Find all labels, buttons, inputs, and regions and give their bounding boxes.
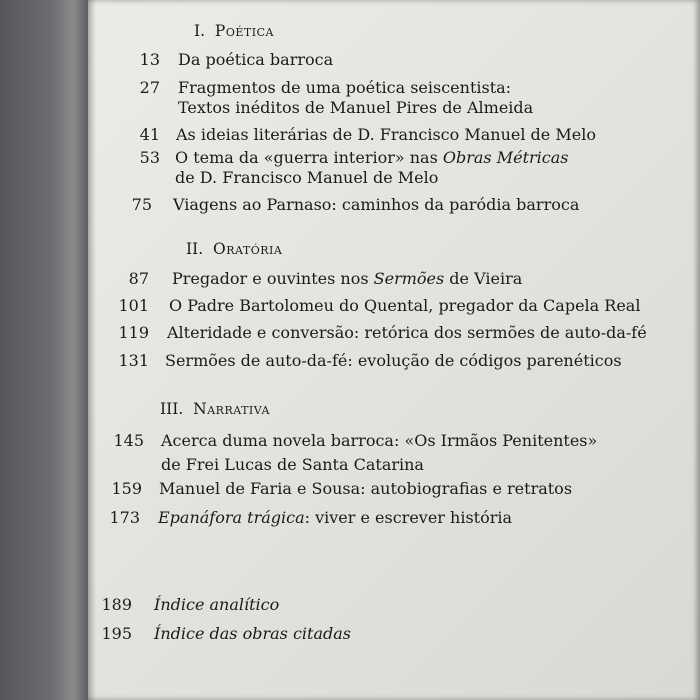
page-number: 195 — [101, 624, 132, 643]
page-number: 131 — [118, 351, 149, 370]
entry-title-text: : viver e escrever história — [304, 508, 513, 527]
entry-title: Manuel de Faria e Sousa: autobiografias e retratos — [159, 479, 573, 498]
entry-title-italic: Obras Métricas — [442, 148, 569, 167]
entry-title: Viagens ao Parnaso: caminhos da paródia barroca — [173, 195, 580, 214]
page-number: 101 — [118, 296, 149, 315]
entry-title-continued: de D. Francisco Manuel de Melo — [175, 168, 439, 187]
section-numeral: I. — [194, 22, 206, 40]
entry-title: Da poética barroca — [178, 50, 334, 69]
page-number: 189 — [101, 595, 132, 614]
section-heading-oratoria — [186, 240, 282, 258]
section-name: Poética — [214, 22, 274, 40]
entry-title: O Padre Bartolomeu do Quental, pregador da Capela Real — [169, 296, 641, 315]
page-number: 173 — [109, 508, 140, 527]
page-number: 27 — [139, 78, 160, 97]
entry-title: Índice analítico — [154, 595, 280, 614]
page-number: 13 — [139, 50, 160, 69]
entry-title-text: Pregador e ouvintes nos — [172, 269, 374, 288]
entry-title — [158, 508, 512, 528]
entry-title: Acerca duma novela barroca: «Os Irmãos Penitentes» — [161, 431, 598, 450]
entry-title-italic: Sermões — [373, 269, 445, 288]
page-number: 119 — [118, 323, 149, 342]
section-heading-poetica — [194, 22, 274, 40]
entry-title: Alteridade e conversão: retórica dos sermões de auto-da-fé — [167, 323, 647, 342]
entry-title — [172, 269, 522, 289]
entry-title: Índice das obras citadas — [154, 624, 351, 643]
entry-title-text: O tema da «guerra interior» nas — [175, 148, 443, 167]
page-number: 53 — [139, 148, 160, 167]
entry-title-continued: Textos inéditos de Manuel Pires de Almeida — [178, 98, 534, 117]
entry-title-continued: de Frei Lucas de Santa Catarina — [161, 455, 424, 474]
page-number: 41 — [139, 125, 160, 144]
page-number: 87 — [128, 269, 149, 288]
entry-title: Sermões de auto-da-fé: evolução de códigos parenéticos — [165, 351, 622, 370]
entry-title: As ideias literárias de D. Francisco Manuel de Melo — [176, 125, 596, 144]
entry-title: Fragmentos de uma poética seiscentista: — [178, 78, 512, 97]
section-name: Oratória — [213, 240, 283, 258]
entry-title-italic: Epanáfora trágica — [158, 508, 305, 527]
page-number: 75 — [131, 195, 152, 214]
page-number: 145 — [113, 431, 144, 450]
entry-title — [175, 148, 568, 168]
section-heading-narrativa — [160, 400, 270, 418]
section-numeral: III. — [160, 400, 184, 418]
page-number: 159 — [111, 479, 142, 498]
section-numeral: II. — [186, 240, 204, 258]
entry-title-text: de Vieira — [444, 269, 523, 288]
section-name: Narrativa — [193, 400, 270, 418]
